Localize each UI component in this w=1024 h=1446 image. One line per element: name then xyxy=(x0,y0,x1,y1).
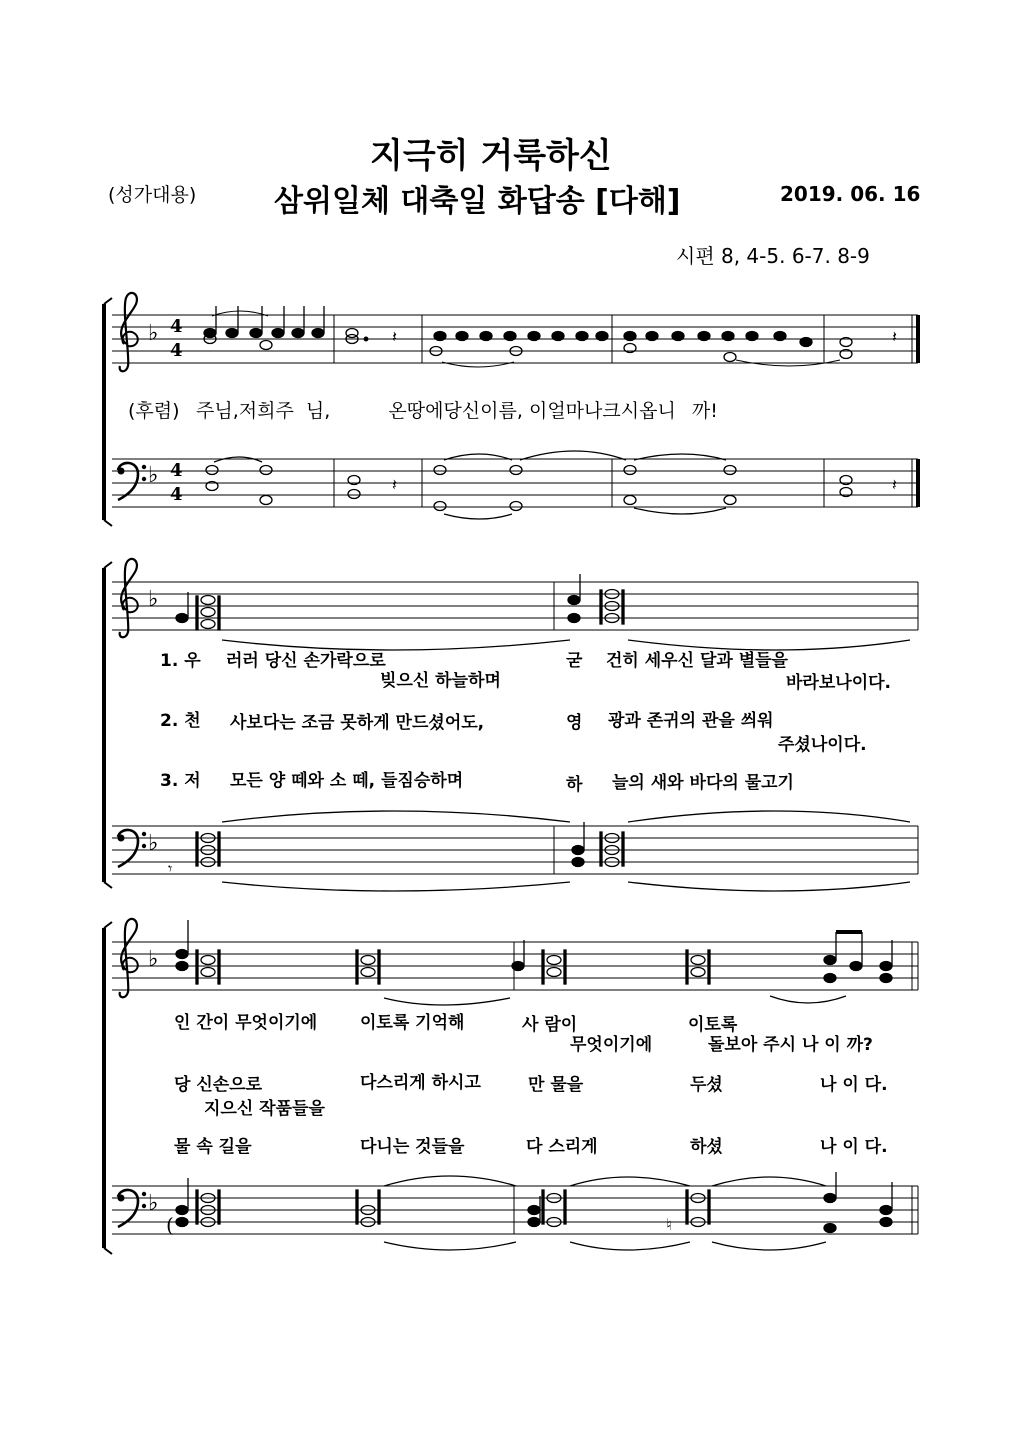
s3-v1-e: 이토록 xyxy=(688,1015,738,1035)
lyric-syllable: 주 xyxy=(196,400,215,422)
lyric-syllable: 당 xyxy=(443,400,462,422)
verse-3-text-a1: 모든 양 떼와 소 떼, 들짐승하며 xyxy=(230,771,464,791)
s3-v1-a: 인 간이 무엇이기에 xyxy=(174,1013,318,1033)
system-2 xyxy=(104,562,918,888)
svg-text:♭: ♭ xyxy=(148,947,159,972)
verse-2-text-b0: 영 xyxy=(566,713,583,733)
s3-v1-f: 돌보아 주시 나 이 까? xyxy=(708,1035,873,1055)
lyric-syllable: 님, xyxy=(305,400,331,422)
lyric-syllable: 얼 xyxy=(547,400,566,422)
s3-v1-b: 이토록 기억해 xyxy=(360,1013,465,1033)
s3-v2-f: 나 이 다. xyxy=(820,1075,888,1095)
lyric-syllable: 크 xyxy=(602,400,621,422)
s3-v2-b: 지으신 작품들을 xyxy=(204,1099,325,1119)
svg-text:♭: ♭ xyxy=(148,587,159,612)
verse-2-text-a1: 사보다는 조금 못하게 만드셨어도, xyxy=(230,713,485,733)
refrain-lyrics xyxy=(196,396,896,423)
svg-text:4: 4 xyxy=(170,316,183,337)
lyric-syllable: 희 xyxy=(257,400,276,422)
verse-3-number: 3. 저 xyxy=(160,771,201,791)
lyric-syllable: 신 xyxy=(461,400,481,422)
svg-text:♭: ♭ xyxy=(148,463,159,488)
lyric-syllable: 이 xyxy=(528,400,548,422)
title-line-2: 삼위일체 대축일 화답송 [다해] xyxy=(274,184,681,219)
lyric-syllable: 땅 xyxy=(406,400,426,422)
lyric-syllable: 름, xyxy=(498,400,523,422)
svg-text:♭: ♭ xyxy=(148,1191,159,1216)
svg-text:♮: ♮ xyxy=(666,1215,672,1234)
lyric-syllable: 까! xyxy=(691,400,718,422)
verse-1-text-b1: 건히 세우신 달과 별들을 xyxy=(606,651,788,671)
lyric-syllable: 님, xyxy=(214,400,239,422)
verse-1-text-a2: 빚으신 하늘하며 xyxy=(380,671,501,691)
verse-3-text-b0: 하 xyxy=(566,775,583,795)
s3-v3-c: 다 스리게 xyxy=(526,1137,598,1157)
title-line-1: 지극히 거룩하신 xyxy=(370,136,612,176)
svg-text:𝄽: 𝄽 xyxy=(392,475,397,494)
svg-text:4: 4 xyxy=(170,484,183,505)
lyric-syllable: 마 xyxy=(565,400,585,422)
s3-v2-c: 다스리게 하시고 xyxy=(360,1073,481,1093)
lyric-syllable: 에 xyxy=(425,400,444,422)
verse-1-text-a1: 러러 당신 손가락으로 xyxy=(226,651,386,671)
s3-v3-d: 하셨 xyxy=(690,1137,723,1157)
lyric-syllable: 옵 xyxy=(639,400,658,422)
s3-v1-d: 무엇이기에 xyxy=(570,1035,653,1055)
svg-text:♭: ♭ xyxy=(148,831,159,856)
lyric-syllable: 저 xyxy=(238,400,258,422)
svg-text:4: 4 xyxy=(170,460,183,481)
verse-2-text-b2: 주셨나이다. xyxy=(778,735,867,755)
svg-text:4: 4 xyxy=(170,340,183,361)
verse-1-text-b2: 바라보나이다. xyxy=(786,673,891,693)
verse-2-text-b1: 광과 존귀의 관을 씌워 xyxy=(608,711,774,731)
svg-text:♭: ♭ xyxy=(148,321,159,346)
refrain-label: (후렴) xyxy=(128,400,180,422)
verse-1-number: 1. 우 xyxy=(160,651,201,671)
usage-note: (성가대용) xyxy=(108,184,197,206)
svg-text:𝄽: 𝄽 xyxy=(892,327,897,346)
lyric-syllable: 이 xyxy=(480,400,499,422)
svg-text:𝄽: 𝄽 xyxy=(392,327,397,346)
lyric-syllable: 온 xyxy=(388,400,407,422)
s3-v3-e: 나 이 다. xyxy=(820,1137,888,1157)
verse-1-text-b0: 굳 xyxy=(566,651,583,671)
s3-v1-c: 사 람이 xyxy=(522,1015,578,1035)
psalm-reference: 시편 8, 4-5. 6-7. 8-9 xyxy=(676,244,870,268)
lyric-syllable: 주 xyxy=(275,400,294,422)
s3-v3-b: 다니는 것들을 xyxy=(360,1137,465,1157)
date: 2019. 06. 16 xyxy=(780,182,921,206)
lyric-syllable: 니 xyxy=(657,400,676,422)
s3-v2-d: 만 물을 xyxy=(528,1075,584,1095)
s3-v2-a: 당 신손으로 xyxy=(174,1075,263,1095)
lyric-syllable: 시 xyxy=(620,400,640,422)
lyric-syllable: 나 xyxy=(584,400,603,422)
svg-text:𝄽: 𝄽 xyxy=(892,475,897,494)
treble-eighths-m3 xyxy=(430,332,852,362)
s3-v3-a: 물 속 길을 xyxy=(174,1137,252,1157)
svg-text:(: ( xyxy=(166,1213,174,1237)
verse-3-text-b1: 늘의 새와 바다의 물고기 xyxy=(612,773,794,793)
svg-text:𝄾: 𝄾 xyxy=(168,859,173,878)
s3-v2-e: 두셨 xyxy=(690,1075,723,1095)
verse-2-number: 2. 천 xyxy=(160,711,201,731)
